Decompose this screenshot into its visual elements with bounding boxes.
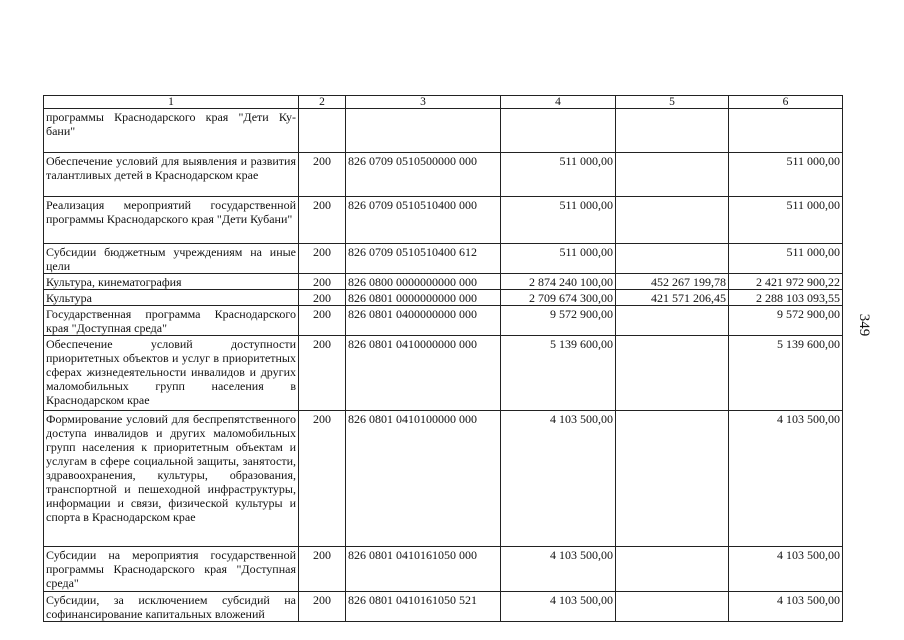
table-row bbox=[44, 547, 843, 592]
row-name: Субсидии, за исключением субсидий на софинансирование капитальных вложений bbox=[44, 592, 299, 622]
row-name: Государственная программа Краснодарского края "Доступная среда" bbox=[44, 306, 299, 336]
header-col-4: 4 bbox=[501, 96, 616, 109]
row-col6: 4 103 500,00 bbox=[729, 411, 843, 547]
row-total: 4 103 500,00 bbox=[501, 592, 616, 622]
table-row bbox=[44, 274, 843, 290]
row-vr: 200 bbox=[299, 306, 346, 336]
header-col-5: 5 bbox=[616, 96, 729, 109]
header-col-3: 3 bbox=[346, 96, 501, 109]
row-col6: 511 000,00 bbox=[729, 244, 843, 274]
page-number: 349 bbox=[856, 313, 872, 337]
row-col5 bbox=[616, 153, 729, 197]
row-total: 2 874 240 100,00 bbox=[501, 274, 616, 290]
table-row bbox=[44, 592, 843, 622]
row-code: 826 0709 0510510400 612 bbox=[346, 244, 501, 274]
row-code: 826 0801 0410161050 000 bbox=[346, 547, 501, 592]
row-vr: 200 bbox=[299, 411, 346, 547]
row-vr: 200 bbox=[299, 290, 346, 306]
row-total: 2 709 674 300,00 bbox=[501, 290, 616, 306]
row-code bbox=[346, 109, 501, 153]
row-name: программы Краснодарского края "Дети Ку-бани" bbox=[44, 109, 299, 153]
table-row bbox=[44, 244, 843, 274]
row-col6: 2 288 103 093,55 bbox=[729, 290, 843, 306]
row-name: Обеспечение условий для выявления и развития талантливых детей в Краснодарском крае bbox=[44, 153, 299, 197]
row-col5 bbox=[616, 592, 729, 622]
row-col5 bbox=[616, 411, 729, 547]
row-vr: 200 bbox=[299, 197, 346, 244]
row-total: 4 103 500,00 bbox=[501, 411, 616, 547]
row-code: 826 0801 0410161050 521 bbox=[346, 592, 501, 622]
budget-table bbox=[43, 95, 843, 622]
row-vr: 200 bbox=[299, 274, 346, 290]
row-code: 826 0801 0410100000 000 bbox=[346, 411, 501, 547]
row-vr: 200 bbox=[299, 547, 346, 592]
row-name: Реализация мероприятий государственной программы Краснодарского края "Дети Кубани" bbox=[44, 197, 299, 244]
table-header-row bbox=[44, 96, 843, 109]
row-name: Обеспечение условий доступности приоритетных объектов и услуг в приоритетных сферах жизнедеятельности инвалидов и других маломобильных групп населения в Краснодарском крае bbox=[44, 336, 299, 411]
row-col6: 2 421 972 900,22 bbox=[729, 274, 843, 290]
row-vr: 200 bbox=[299, 153, 346, 197]
row-total bbox=[501, 109, 616, 153]
row-col5: 421 571 206,45 bbox=[616, 290, 729, 306]
header-col-2: 2 bbox=[299, 96, 346, 109]
row-col5 bbox=[616, 244, 729, 274]
row-code: 826 0801 0000000000 000 bbox=[346, 290, 501, 306]
table-row bbox=[44, 411, 843, 547]
table-row bbox=[44, 153, 843, 197]
row-col5 bbox=[616, 336, 729, 411]
table-row bbox=[44, 197, 843, 244]
row-vr: 200 bbox=[299, 244, 346, 274]
row-col6: 511 000,00 bbox=[729, 197, 843, 244]
table-row bbox=[44, 336, 843, 411]
table-row bbox=[44, 306, 843, 336]
row-total: 511 000,00 bbox=[501, 244, 616, 274]
row-total: 511 000,00 bbox=[501, 197, 616, 244]
row-total: 5 139 600,00 bbox=[501, 336, 616, 411]
row-name: Субсидии бюджетным учреждениям на иные цели bbox=[44, 244, 299, 274]
table-row bbox=[44, 290, 843, 306]
row-col5 bbox=[616, 197, 729, 244]
row-name: Культура bbox=[44, 290, 299, 306]
row-total: 511 000,00 bbox=[501, 153, 616, 197]
row-col6: 5 139 600,00 bbox=[729, 336, 843, 411]
table-row bbox=[44, 109, 843, 153]
row-name: Субсидии на мероприятия государственной программы Краснодарского края "Доступная среда" bbox=[44, 547, 299, 592]
header-col-6: 6 bbox=[729, 96, 843, 109]
row-col6: 4 103 500,00 bbox=[729, 547, 843, 592]
row-vr: 200 bbox=[299, 592, 346, 622]
row-name: Культура, кинематография bbox=[44, 274, 299, 290]
row-col6 bbox=[729, 109, 843, 153]
row-vr bbox=[299, 109, 346, 153]
row-code: 826 0801 0410000000 000 bbox=[346, 336, 501, 411]
row-code: 826 0709 0510500000 000 bbox=[346, 153, 501, 197]
row-col6: 9 572 900,00 bbox=[729, 306, 843, 336]
row-col5 bbox=[616, 306, 729, 336]
row-col5 bbox=[616, 547, 729, 592]
header-col-1: 1 bbox=[44, 96, 299, 109]
row-col5 bbox=[616, 109, 729, 153]
row-total: 4 103 500,00 bbox=[501, 547, 616, 592]
row-col5: 452 267 199,78 bbox=[616, 274, 729, 290]
row-code: 826 0800 0000000000 000 bbox=[346, 274, 501, 290]
row-col6: 4 103 500,00 bbox=[729, 592, 843, 622]
row-col6: 511 000,00 bbox=[729, 153, 843, 197]
row-code: 826 0709 0510510400 000 bbox=[346, 197, 501, 244]
row-name: Формирование условий для беспрепятственного доступа инвалидов и других маломобильных групп населения к приоритетным объектам и услугам в сфере социальной защиты, занятости, здравоохранения, культуры, образования, транспортной и пешеходной инфраструктуры, информации и связи, физической культуры и спорта в Краснодарском крае bbox=[44, 411, 299, 547]
row-code: 826 0801 0400000000 000 bbox=[346, 306, 501, 336]
row-vr: 200 bbox=[299, 336, 346, 411]
row-total: 9 572 900,00 bbox=[501, 306, 616, 336]
